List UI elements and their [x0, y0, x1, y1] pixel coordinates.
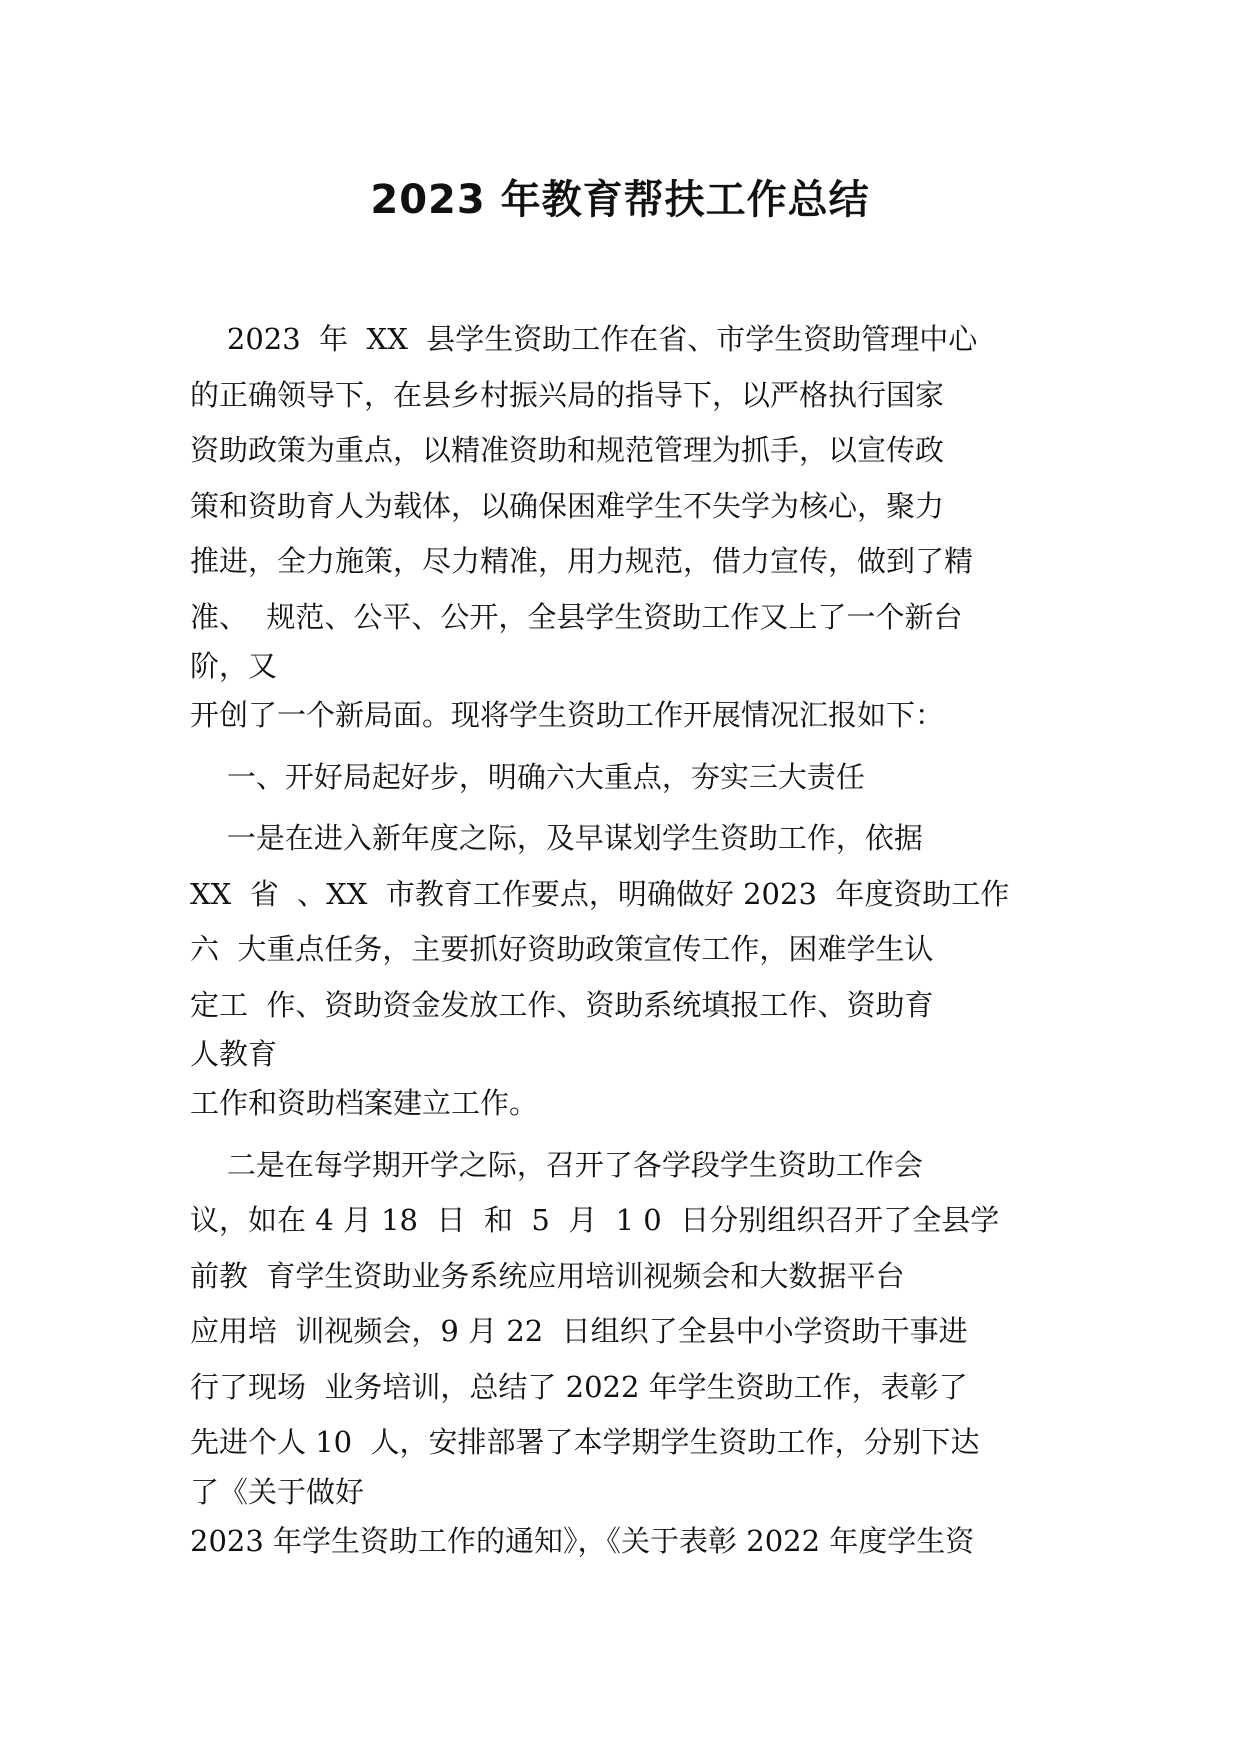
- section-heading: 一、开好局起好步，明确六大重点，夯实三大责任: [190, 759, 865, 794]
- text-line: 的正确领导下，在县乡村振兴局的指导下，以严格执行国家: [190, 377, 945, 412]
- text-line: 六 大重点任务，主要抓好资助政策宣传工作，困难学生认: [190, 932, 934, 966]
- text-line: 议，如在 4 月 18 日 和 5 月 1 0 日分别组织召开了全县学: [190, 1203, 1000, 1237]
- text-line: 前教 育学生资助业务系统应用培训视频会和大数据平台: [190, 1258, 905, 1293]
- document-body: [190, 312, 1070, 1569]
- text-line: 人教育: [190, 1037, 278, 1071]
- text-line: 准、 规范、公平、公开，全县学生资助工作又上了一个新台: [190, 599, 963, 634]
- text-line: 策和资助育人为载体，以确保困难学生不失学为核心，聚力: [190, 488, 945, 523]
- text-line: 定工 作、资助资金发放工作、资助系统填报工作、资助育: [190, 987, 934, 1022]
- text-line: 二是在每学期开学之际，召开了各学段学生资助工作会: [190, 1147, 923, 1182]
- text-line: 工作和资助档案建立工作。: [190, 1086, 539, 1120]
- text-line: 推进，全力施策，尽力精准，用力规范，借力宣传，做到了精: [190, 544, 974, 578]
- text-line: 资助政策为重点，以精准资助和规范管理为抓手，以宣传政: [190, 433, 945, 467]
- text-line: 了《关于做好: [190, 1474, 365, 1509]
- text-line: 应用培 训视频会，9 月 22 日组织了全县中小学资助干事进: [190, 1314, 968, 1348]
- text-line: 开创了一个新局面。现将学生资助工作开展情况汇报如下：: [190, 698, 945, 732]
- text-line: 一是在进入新年度之际，及早谋划学生资助工作，依据: [190, 821, 923, 855]
- document-title: 2023 年教育帮扶工作总结: [370, 177, 870, 223]
- text-line: 先进个人 10 人，安排部署了本学期学生资助工作，分别下达: [190, 1425, 980, 1459]
- text-line: 阶，又: [190, 649, 278, 683]
- text-line: 行了现场 业务培训，总结了 2022 年学生资助工作，表彰了: [190, 1369, 968, 1404]
- text-line: XX 省 、XX 市教育工作要点，明确做好 2023 年度资助工作: [190, 876, 1010, 911]
- text-line: 2023 年 XX 县学生资助工作在省、市学生资助管理中心: [190, 322, 978, 356]
- text-line: 2023 年学生资助工作的通知》，《关于表彰 2022 年度学生资: [190, 1523, 975, 1558]
